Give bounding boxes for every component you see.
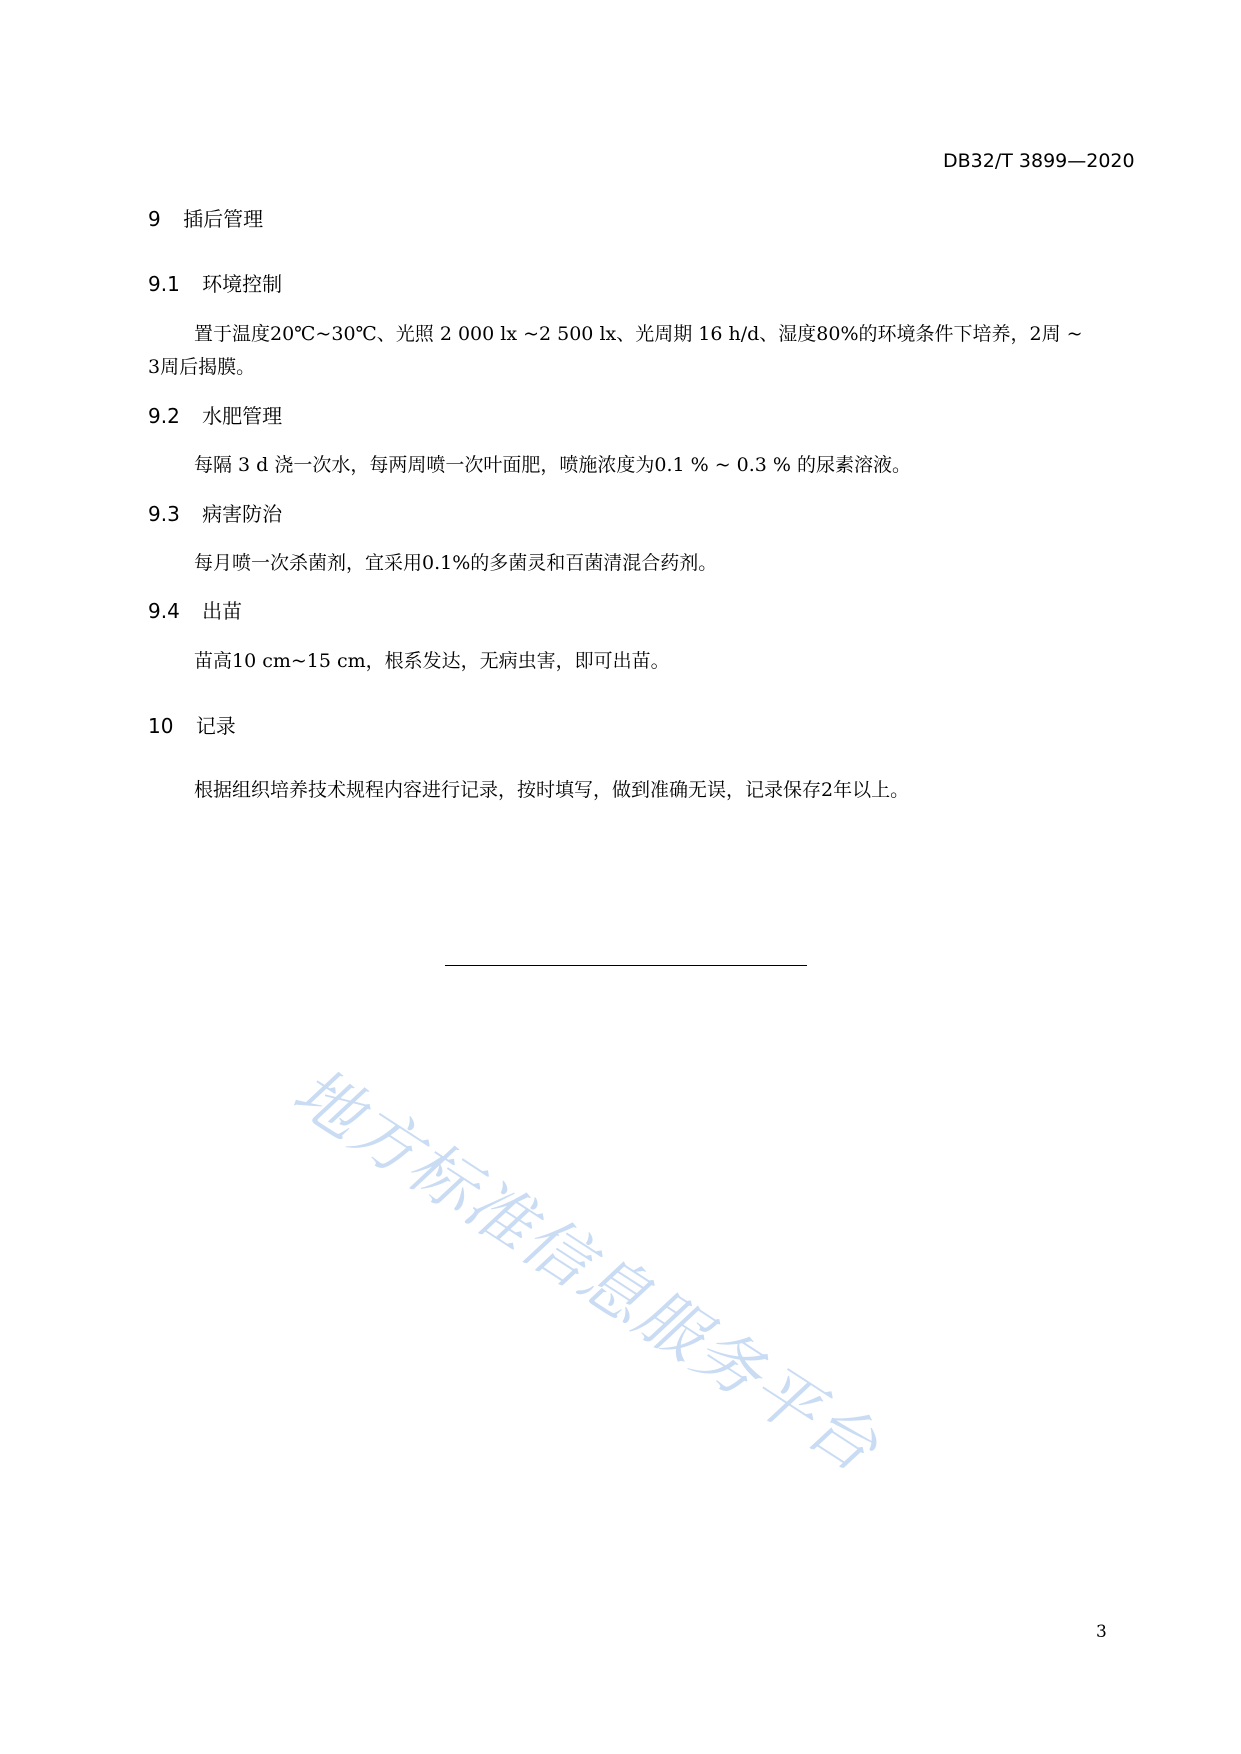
section-number: 9.3 bbox=[148, 502, 180, 526]
section-number: 10 bbox=[148, 714, 174, 738]
section-number: 9 bbox=[148, 207, 161, 231]
section-number: 9.2 bbox=[148, 404, 180, 428]
section-heading-9 bbox=[148, 203, 263, 232]
section-heading-9-2 bbox=[148, 400, 282, 429]
end-divider bbox=[445, 965, 807, 966]
section-heading-9-3 bbox=[148, 498, 282, 527]
section-title: 出苗 bbox=[202, 599, 243, 623]
watermark: 地方标准信息服务平台 bbox=[279, 1052, 893, 1488]
section-title: 水肥管理 bbox=[202, 404, 283, 428]
section-heading-9-4 bbox=[148, 595, 242, 624]
paragraph-line: 3周后揭膜。 bbox=[148, 356, 256, 378]
paragraph-line: 置于温度20℃~30℃、光照 2 000 lx ~2 500 lx、光周期 16 h/d、湿度80%的环境条件下培养，2周 ~ bbox=[194, 323, 1083, 345]
section-title: 插后管理 bbox=[183, 207, 264, 231]
section-number: 9.4 bbox=[148, 599, 180, 623]
paragraph-line: 苗高10 cm~15 cm，根系发达，无病虫害，即可出苗。 bbox=[194, 650, 670, 672]
section-title: 病害防治 bbox=[202, 502, 283, 526]
page-number: 3 bbox=[1096, 1622, 1107, 1642]
doc-code-header: DB32/T 3899—2020 bbox=[943, 150, 1135, 172]
section-heading-10 bbox=[148, 710, 236, 739]
section-title: 环境控制 bbox=[202, 272, 283, 296]
paragraph-line: 每隔 3 d 浇一次水，每两周喷一次叶面肥，喷施浓度为0.1 % ~ 0.3 % 的尿素溶液。 bbox=[194, 454, 912, 476]
section-number: 9.1 bbox=[148, 272, 180, 296]
paragraph-line: 根据组织培养技术规程内容进行记录，按时填写，做到准确无误，记录保存2年以上。 bbox=[194, 779, 910, 801]
section-title: 记录 bbox=[195, 714, 236, 738]
section-heading-9-1 bbox=[148, 268, 282, 297]
paragraph-line: 每月喷一次杀菌剂，宜采用0.1%的多菌灵和百菌清混合药剂。 bbox=[194, 552, 718, 574]
